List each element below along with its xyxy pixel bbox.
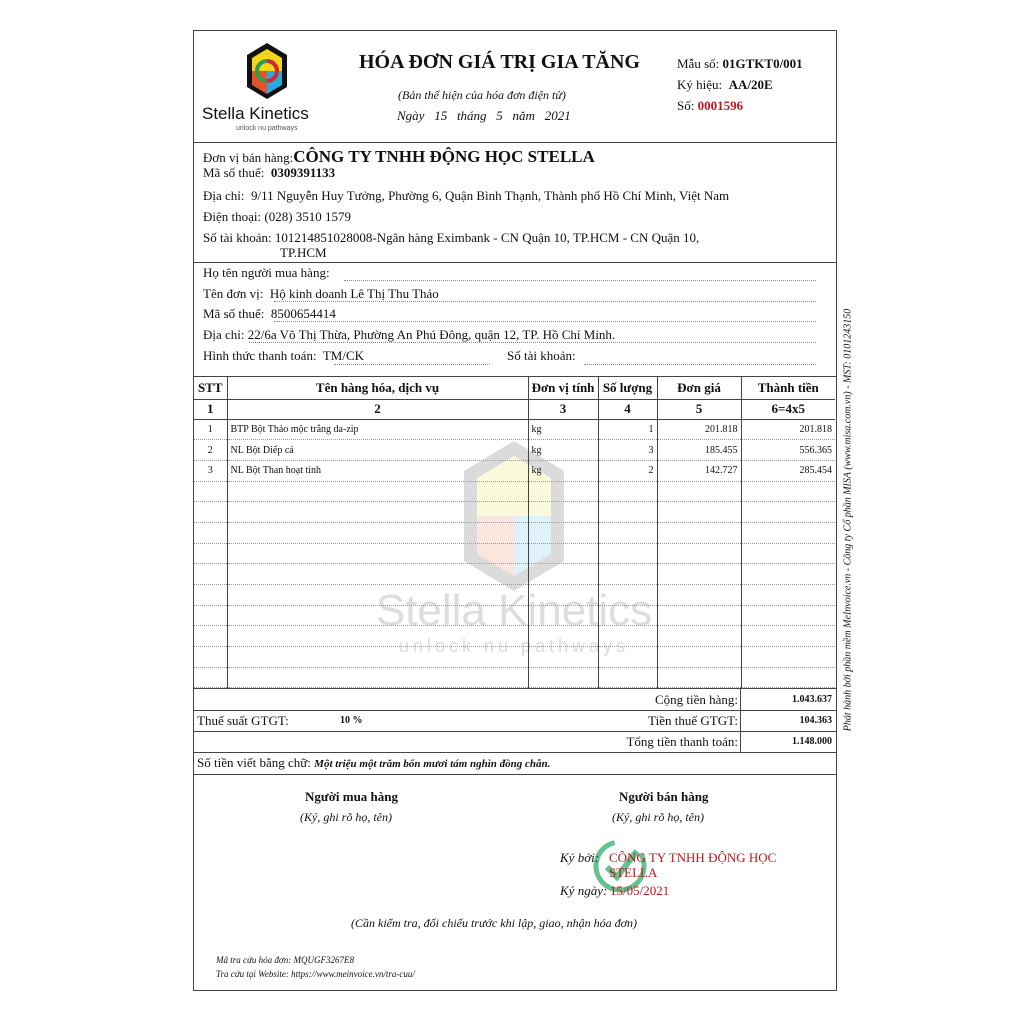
table-cell [598, 647, 657, 668]
table-cell [194, 667, 227, 688]
table-cell [194, 626, 227, 647]
watermark-name: Stella Kinetics [375, 586, 653, 635]
table-cell [657, 626, 741, 647]
table-row [194, 626, 835, 647]
check-note: (Cần kiểm tra, đối chiếu trước khi lập, giao, nhận hóa đơn) [351, 916, 637, 930]
watermark-tagline: unlock nu pathways [398, 636, 630, 656]
table-cell [741, 667, 835, 688]
table-cell [528, 605, 598, 626]
table-cell [598, 605, 657, 626]
invoice [193, 30, 837, 991]
table-row [194, 585, 835, 606]
table-cell: kg [528, 419, 598, 440]
table-row [194, 440, 835, 461]
table-cell: BTP Bột Thảo mộc trắng da-zip [227, 419, 528, 440]
col-number: 6=4x5 [741, 399, 835, 419]
table-cell [194, 481, 227, 502]
symbol-value: AA/20E [728, 77, 773, 92]
seller-account: 101214851028008-Ngân hàng Eximbank - CN Quận 10, TP.HCM - CN Quận 10, [274, 230, 700, 245]
table-cell [741, 647, 835, 668]
table-row [194, 460, 835, 481]
buyer-sign-note: (Ký, ghi rõ họ, tên) [300, 810, 392, 824]
subtotal-value: 1.043.637 [792, 694, 832, 705]
table-cell [657, 585, 741, 606]
invoice-title: HÓA ĐƠN GIÁ TRỊ GIA TĂNG [359, 51, 640, 73]
seller-tax-label: Mã số thuế: [203, 165, 265, 180]
table-cell [528, 481, 598, 502]
table-cell [194, 502, 227, 523]
table-cell: 1 [598, 419, 657, 440]
table-cell [528, 667, 598, 688]
col-number: 4 [598, 399, 657, 419]
table-cell [227, 543, 528, 564]
table-cell [598, 522, 657, 543]
table-cell [741, 522, 835, 543]
invoice-subtitle: (Bản thể hiện của hóa đơn điện tử) [398, 88, 566, 102]
seller-phone-label: Điện thoại: [203, 209, 262, 224]
table-cell: kg [528, 460, 598, 481]
buyer-account-label: Số tài khoản: [507, 348, 576, 363]
seller-tax: 0309391133 [270, 165, 336, 180]
table-cell [194, 522, 227, 543]
col-number: 5 [657, 399, 741, 419]
seller-account-label: Số tài khoản: [203, 230, 272, 245]
number-label: Số: [677, 98, 695, 113]
signed-by: CÔNG TY TNHH ĐỘNG HỌC [609, 850, 777, 865]
table-cell [528, 522, 598, 543]
vat-value: 104.363 [799, 715, 832, 726]
buyer-unit-label: Tên đơn vị: [203, 286, 264, 301]
buyer-unit: Hộ kinh doanh Lê Thị Thu Thảo [269, 286, 439, 301]
table-cell [227, 667, 528, 688]
signed-by-label: Ký bởi: [560, 850, 600, 865]
table-cell: 2 [598, 460, 657, 481]
buyer-address: 22/6a Võ Thị Thừa, Phường An Phú Đông, quận 12, TP. Hồ Chí Minh. [247, 327, 616, 342]
total-label: Tổng tiền thanh toán: [626, 734, 738, 749]
col-total: Thành tiền [741, 377, 835, 399]
table-cell [598, 626, 657, 647]
table-cell [598, 481, 657, 502]
table-cell [227, 502, 528, 523]
items-table [194, 377, 835, 688]
table-cell [528, 543, 598, 564]
table-cell [657, 543, 741, 564]
table-cell [227, 647, 528, 668]
table-cell [657, 502, 741, 523]
table-cell [227, 585, 528, 606]
payment-label: Hình thức thanh toán: [203, 348, 317, 363]
table-cell [194, 564, 227, 585]
form-label: Mẫu số: [677, 56, 720, 71]
payment-method: TM/CK [322, 348, 364, 363]
table-cell [741, 481, 835, 502]
table-cell [741, 564, 835, 585]
table-cell [657, 522, 741, 543]
col-number: 2 [227, 399, 528, 419]
table-cell [194, 647, 227, 668]
table-cell [528, 564, 598, 585]
col-number: 1 [194, 399, 227, 419]
table-cell [741, 605, 835, 626]
seller-account-cont: TP.HCM [280, 245, 327, 260]
company-logo [202, 41, 332, 136]
buyer-tax: 8500654414 [270, 306, 336, 321]
amount-in-words: Một triệu một trăm bốn mươi tám nghìn đồng chẵn. [314, 758, 551, 770]
vat-label: Tiền thuế GTGT: [648, 713, 738, 728]
col-number: 3 [528, 399, 598, 419]
words-label: Số tiền viết bằng chữ: [197, 755, 311, 770]
table-cell [598, 585, 657, 606]
table-cell: 2 [194, 440, 227, 461]
seller-phone: (028) 3510 1579 [264, 209, 352, 224]
col-price: Đơn giá [657, 377, 741, 399]
table-cell: 1 [194, 419, 227, 440]
table-cell [227, 522, 528, 543]
table-cell: kg [528, 440, 598, 461]
table-cell: NL Bột Diếp cá [227, 440, 528, 461]
table-row [194, 481, 835, 502]
buyer-tax-label: Mã số thuế: [203, 306, 265, 321]
seller-name: CÔNG TY TNHH ĐỘNG HỌC STELLA [293, 147, 595, 166]
signed-by-cont: STELLA [609, 865, 658, 880]
table-cell: NL Bột Than hoạt tính [227, 460, 528, 481]
table-cell: 3 [598, 440, 657, 461]
table-row [194, 647, 835, 668]
col-qty: Số lượng [598, 377, 657, 399]
seller-address-label: Địa chỉ: [203, 188, 245, 203]
lookup-site[interactable]: Tra cứu tại Website: https://www.meinvoice.vn/tra-cuu/ [216, 969, 415, 979]
table-cell [227, 605, 528, 626]
table-cell: 142.727 [657, 460, 741, 481]
signed-date: 15/05/2021 [610, 883, 670, 898]
invoice-date: Ngày 15 tháng 5 năm 2021 [397, 108, 571, 123]
seller-sign-note: (Ký, ghi rõ họ, tên) [612, 810, 704, 824]
table-row [194, 419, 835, 440]
table-cell [598, 564, 657, 585]
seller-label: Đơn vị bán hàng: [203, 150, 294, 165]
table-cell [528, 585, 598, 606]
table-cell: 285.454 [741, 460, 835, 481]
vat-rate: 10 % [340, 715, 363, 726]
table-cell [194, 605, 227, 626]
table-cell [657, 605, 741, 626]
table-cell [227, 481, 528, 502]
subtotal-label: Cộng tiền hàng: [654, 692, 738, 707]
total-value: 1.148.000 [792, 736, 832, 747]
logo-tagline: unlock nu pathways [236, 125, 298, 132]
col-stt: STT [194, 377, 227, 399]
seller-sign-title: Người bán hàng [619, 789, 709, 804]
signed-date-label: Ký ngày: [560, 883, 608, 898]
table-cell [741, 626, 835, 647]
table-cell: 3 [194, 460, 227, 481]
table-cell [528, 502, 598, 523]
table-row [194, 667, 835, 688]
table-cell [598, 502, 657, 523]
table-cell [227, 626, 528, 647]
table-cell [741, 585, 835, 606]
table-cell [741, 502, 835, 523]
symbol-label: Ký hiệu: [677, 77, 723, 92]
buyer-person-label: Họ tên người mua hàng: [203, 265, 330, 280]
invoice-number: 0001596 [697, 98, 744, 113]
table-cell [657, 647, 741, 668]
table-cell [741, 543, 835, 564]
table-cell: 201.818 [657, 419, 741, 440]
form-value: 01GTKT0/001 [722, 56, 803, 71]
logo-icon [202, 41, 332, 101]
lookup-code: Mã tra cứu hóa đơn: MQUGF3267E8 [216, 955, 354, 965]
vat-rate-label: Thuế suất GTGT: [197, 713, 289, 728]
table-row [194, 543, 835, 564]
seller-address: 9/11 Nguyễn Huy Tưởng, Phường 6, Quận Bình Thạnh, Thành phố Hồ Chí Minh, Việt Nam [251, 188, 730, 203]
buyer-address-label: Địa chỉ: [203, 327, 245, 342]
table-row [194, 502, 835, 523]
table-cell [657, 481, 741, 502]
table-cell: 185.455 [657, 440, 741, 461]
table-cell: 556.365 [741, 440, 835, 461]
table-cell [598, 667, 657, 688]
software-note: Phát hành bởi phần mềm MeInvoice.vn - Công ty Cổ phần MISA (www.misa.com.vn) - MST: 0101243150 [842, 308, 854, 732]
table-cell [528, 626, 598, 647]
table-cell [657, 667, 741, 688]
table-cell [657, 564, 741, 585]
col-name: Tên hàng hóa, dịch vụ [227, 377, 528, 399]
table-row [194, 605, 835, 626]
table-cell [227, 564, 528, 585]
table-row [194, 564, 835, 585]
table-cell: 201.818 [741, 419, 835, 440]
table-cell [194, 543, 227, 564]
logo-name: Stella Kinetics [202, 104, 309, 123]
table-cell [528, 647, 598, 668]
table-cell [194, 585, 227, 606]
col-unit: Đơn vị tính [528, 377, 598, 399]
table-cell [598, 543, 657, 564]
buyer-sign-title: Người mua hàng [305, 789, 399, 804]
table-row [194, 522, 835, 543]
